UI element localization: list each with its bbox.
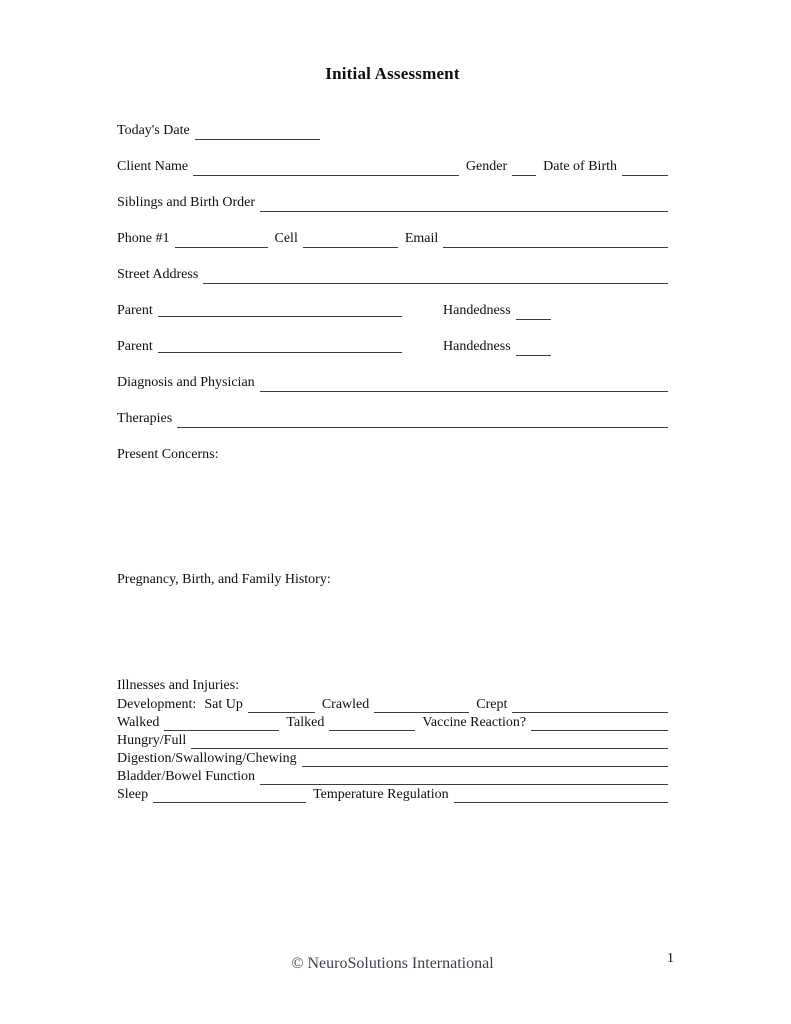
hungry-full-blank-line: [191, 748, 668, 749]
row-digestion: [117, 751, 668, 769]
therapies-blank-line: [177, 427, 668, 428]
parent-2-blank-line: [158, 352, 402, 353]
sleep-blank-line: [153, 802, 306, 803]
row-phone: [117, 231, 668, 250]
siblings-birth-order-label: Siblings and Birth Order: [117, 195, 256, 210]
temperature-regulation-blank-line: [454, 802, 668, 803]
street-address-blank-line: [203, 283, 668, 284]
row-todays-date: [117, 123, 668, 142]
vaccine-reaction-label: Vaccine Reaction?: [422, 715, 527, 730]
sat-up-blank-line: [248, 712, 315, 713]
email-blank-line: [443, 247, 668, 248]
diagnosis-physician-label: Diagnosis and Physician: [117, 375, 255, 390]
parent-1-group: [117, 303, 402, 319]
hungry-full-label: Hungry/Full: [117, 733, 187, 748]
cell-label: Cell: [274, 231, 298, 246]
parent-2-group: [117, 339, 402, 355]
digestion-swallowing-chewing-label: Digestion/Swallowing/Chewing: [117, 751, 297, 766]
client-name-label: Client Name: [117, 159, 189, 174]
handedness-1-blank-line: [516, 319, 551, 320]
row-hungry-full: [117, 733, 668, 751]
vaccine-reaction-blank-line: [531, 730, 668, 731]
row-therapies: [117, 411, 668, 430]
talked-label: Talked: [286, 715, 325, 730]
development-label: Development:: [117, 697, 197, 712]
handedness-1-label: Handedness: [443, 303, 511, 318]
parent-1-blank-line: [158, 316, 402, 317]
phone1-blank-line: [175, 247, 268, 248]
diagnosis-physician-blank-line: [260, 391, 668, 392]
date-of-birth-label: Date of Birth: [543, 159, 617, 174]
bladder-bowel-function-label: Bladder/Bowel Function: [117, 769, 256, 784]
crept-blank-line: [512, 712, 668, 713]
row-diagnosis: [117, 375, 668, 394]
parent-2-label: Parent: [117, 339, 153, 354]
row-bladder-bowel: [117, 769, 668, 787]
crawled-blank-line: [374, 712, 469, 713]
page-title: Initial Assessment: [325, 64, 460, 83]
row-sleep-temperature: [117, 787, 668, 805]
row-parent-2: [117, 339, 668, 358]
row-pregnancy-history: [117, 572, 668, 591]
illnesses-injuries-label: Illnesses and Injuries:: [117, 678, 240, 693]
row-siblings: [117, 195, 668, 214]
siblings-birth-order-blank-line: [260, 211, 668, 212]
row-walked-talked: [117, 715, 668, 733]
client-name-blank-line: [193, 175, 459, 176]
gender-label: Gender: [465, 159, 508, 174]
crawled-label: Crawled: [321, 697, 370, 712]
handedness-2-blank-line: [516, 355, 551, 356]
therapies-label: Therapies: [117, 411, 173, 426]
form-content: [117, 0, 668, 805]
row-present-concerns: [117, 447, 668, 466]
cell-blank-line: [303, 247, 398, 248]
row-street-address: [117, 267, 668, 286]
sleep-label: Sleep: [117, 787, 149, 802]
row-client-name: [117, 159, 668, 178]
bladder-bowel-function-blank-line: [260, 784, 668, 785]
handedness-2-label: Handedness: [443, 339, 511, 354]
todays-date-label: Today's Date: [117, 123, 190, 138]
date-of-birth-blank-line: [622, 175, 668, 176]
footer-copyright: © NeuroSolutions International: [291, 955, 494, 972]
sat-up-label: Sat Up: [204, 697, 243, 712]
phone1-label: Phone #1: [117, 231, 170, 246]
walked-label: Walked: [117, 715, 160, 730]
todays-date-blank-line: [195, 139, 320, 140]
parent-1-label: Parent: [117, 303, 153, 318]
present-concerns-label: Present Concerns:: [117, 447, 219, 462]
talked-blank-line: [329, 730, 415, 731]
crept-label: Crept: [476, 697, 508, 712]
row-parent-1: [117, 303, 668, 322]
email-label: Email: [404, 231, 439, 246]
row-illnesses-injuries: [117, 678, 668, 697]
row-development: [117, 697, 668, 715]
digestion-swallowing-chewing-blank-line: [302, 766, 668, 767]
temperature-regulation-label: Temperature Regulation: [313, 787, 449, 802]
street-address-label: Street Address: [117, 267, 199, 282]
pregnancy-history-label: Pregnancy, Birth, and Family History:: [117, 572, 331, 587]
walked-blank-line: [164, 730, 279, 731]
gender-blank-line: [512, 175, 536, 176]
footer-page-number: 1: [667, 951, 674, 966]
